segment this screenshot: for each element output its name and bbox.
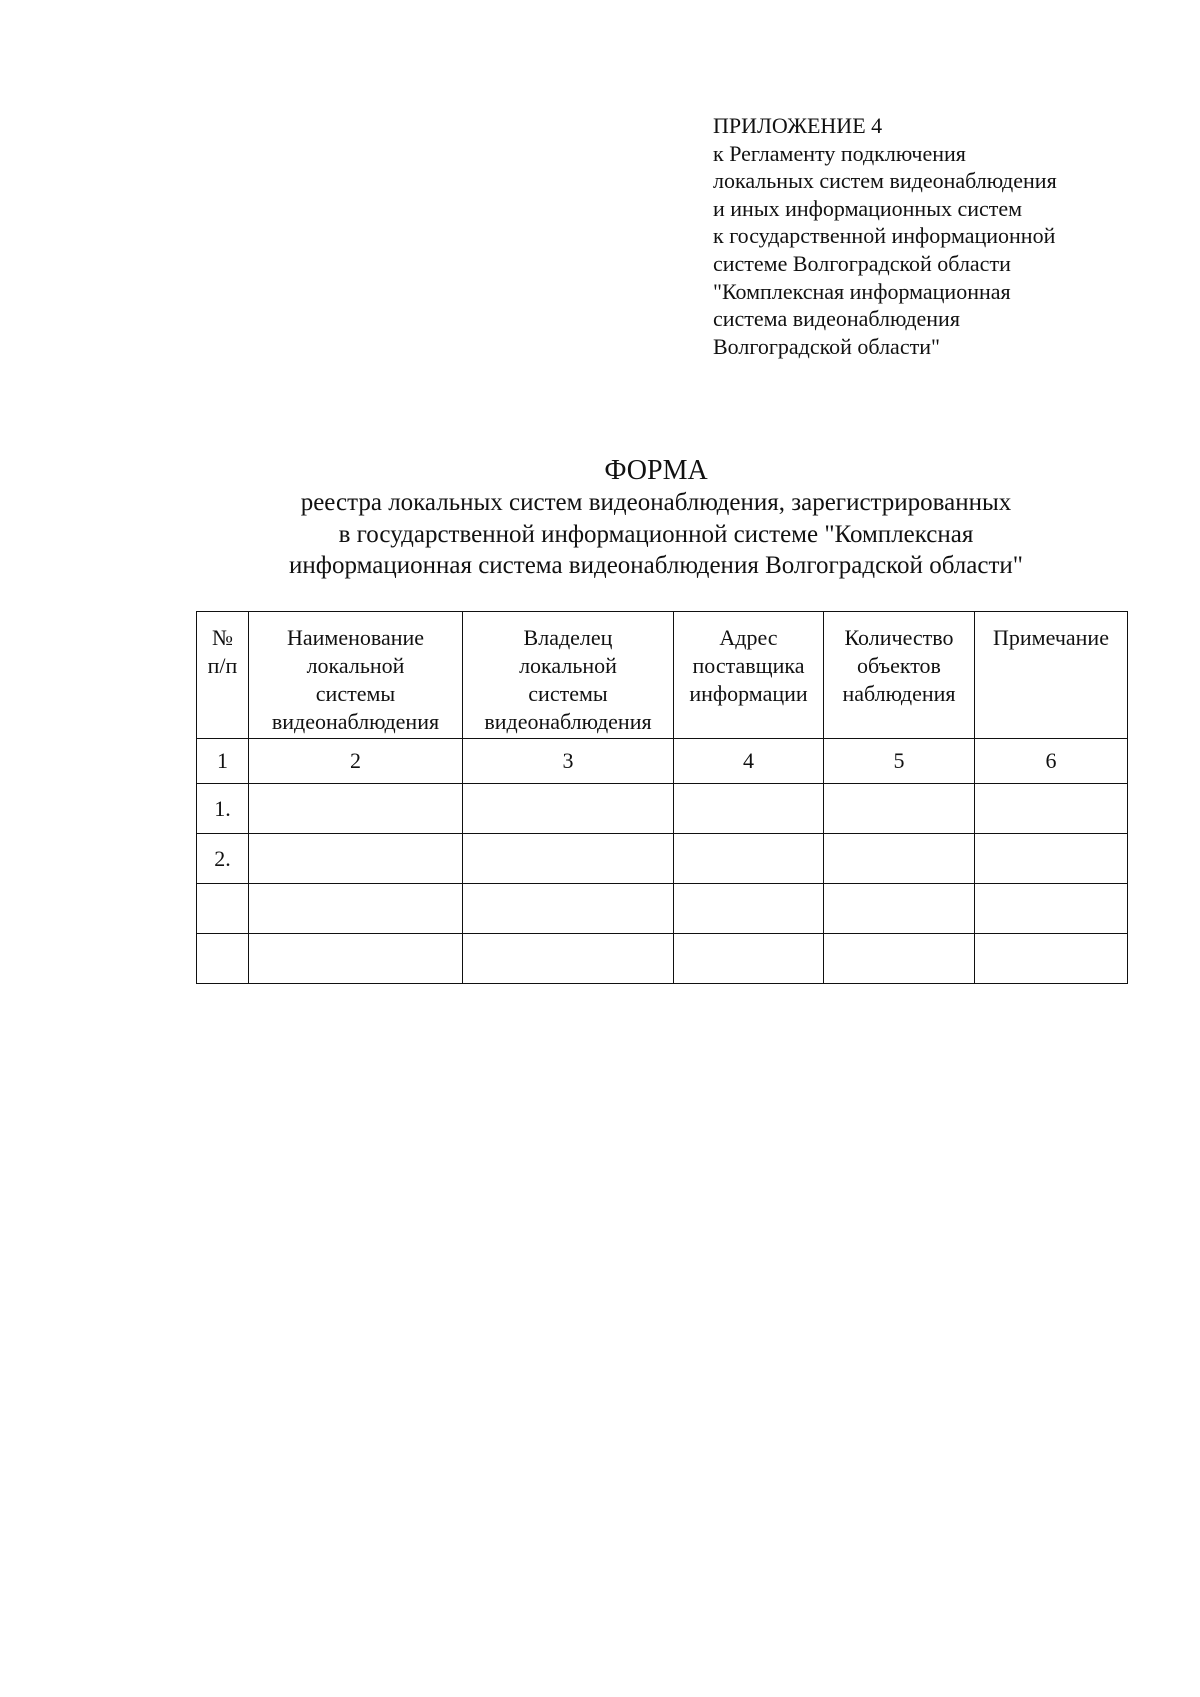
table-cell: 1.: [197, 784, 249, 834]
header-text: информации: [689, 681, 808, 706]
form-subtitle-line: реестра локальных систем видеонаблюдения, зарегистрированных: [300, 489, 1012, 516]
table-cell: [249, 934, 463, 984]
table-cell: [824, 834, 975, 884]
table-cell: [824, 784, 975, 834]
table-cell: [249, 784, 463, 834]
table-cell: [975, 884, 1128, 934]
table-cell: [674, 884, 824, 934]
header-note: [975, 612, 1128, 739]
form-subtitle: [0, 487, 1200, 582]
registry-table: [196, 611, 1128, 984]
appendix-line: "Комплексная информационная: [713, 278, 1011, 304]
table-row: [197, 884, 1128, 934]
table-cell: [197, 934, 249, 984]
table-cell: [249, 884, 463, 934]
table-cell: [197, 884, 249, 934]
header-text: Наименование: [286, 625, 425, 650]
appendix-line: Волгоградской области": [713, 333, 940, 359]
header-text: объектов: [857, 653, 941, 678]
header-text: видеонаблюдения: [271, 709, 440, 734]
header-number: [197, 612, 249, 739]
column-number: 6: [975, 739, 1128, 784]
appendix-block: [713, 112, 1183, 360]
table-header-row: [197, 612, 1128, 739]
column-number: 2: [249, 739, 463, 784]
appendix-line: локальных систем видеонаблюдения: [713, 168, 1057, 194]
header-objects-count: [824, 612, 975, 739]
appendix-line: к Регламенту подключения: [713, 140, 966, 166]
header-text: Адрес: [719, 625, 778, 650]
table-cell: [674, 784, 824, 834]
header-text: системы: [315, 681, 396, 706]
table-cell: [975, 834, 1128, 884]
column-number: 3: [463, 739, 674, 784]
table-cell: [975, 784, 1128, 834]
column-number: 4: [674, 739, 824, 784]
header-provider-address: [674, 612, 824, 739]
appendix-title: ПРИЛОЖЕНИЕ 4: [713, 113, 883, 138]
header-text: локальной: [519, 653, 617, 678]
header-text: наблюдения: [842, 681, 956, 706]
table-cell: 2.: [197, 834, 249, 884]
table-cell: [249, 834, 463, 884]
header-system-owner: [463, 612, 674, 739]
table-cell: [463, 784, 674, 834]
header-text: №: [212, 625, 233, 650]
form-subtitle-line: информационная система видеонаблюдения Волгоградской области": [289, 552, 1023, 579]
header-text: видеонаблюдения: [484, 709, 652, 734]
header-text: Примечание: [993, 625, 1109, 650]
header-text: Владелец: [523, 625, 613, 650]
table-cell: [674, 834, 824, 884]
header-text: Количество: [844, 625, 954, 650]
header-text: локальной: [306, 653, 405, 678]
header-text: п/п: [207, 653, 238, 678]
appendix-line: к государственной информационной: [713, 223, 1056, 249]
appendix-line: система видеонаблюдения: [713, 306, 960, 332]
header-system-name: [249, 612, 463, 739]
table-cell: [463, 934, 674, 984]
header-text: поставщика: [692, 653, 805, 678]
table-cell: [674, 934, 824, 984]
column-number: 5: [824, 739, 975, 784]
form-title: ФОРМА: [604, 455, 708, 486]
table-row: [197, 834, 1128, 884]
column-number-row: [197, 739, 1128, 784]
form-subtitle-line: в государственной информационной системе "Комплексная: [338, 520, 974, 548]
appendix-line: и иных информационных систем: [713, 195, 1023, 221]
table-cell: [824, 934, 975, 984]
table-row: [197, 934, 1128, 984]
header-text: системы: [528, 681, 608, 706]
table-cell: [463, 834, 674, 884]
table-cell: [975, 934, 1128, 984]
table-cell: [463, 884, 674, 934]
table-row: [197, 784, 1128, 834]
table-cell: [824, 884, 975, 934]
column-number: 1: [197, 739, 249, 784]
appendix-line: системе Волгоградской области: [713, 250, 1011, 276]
